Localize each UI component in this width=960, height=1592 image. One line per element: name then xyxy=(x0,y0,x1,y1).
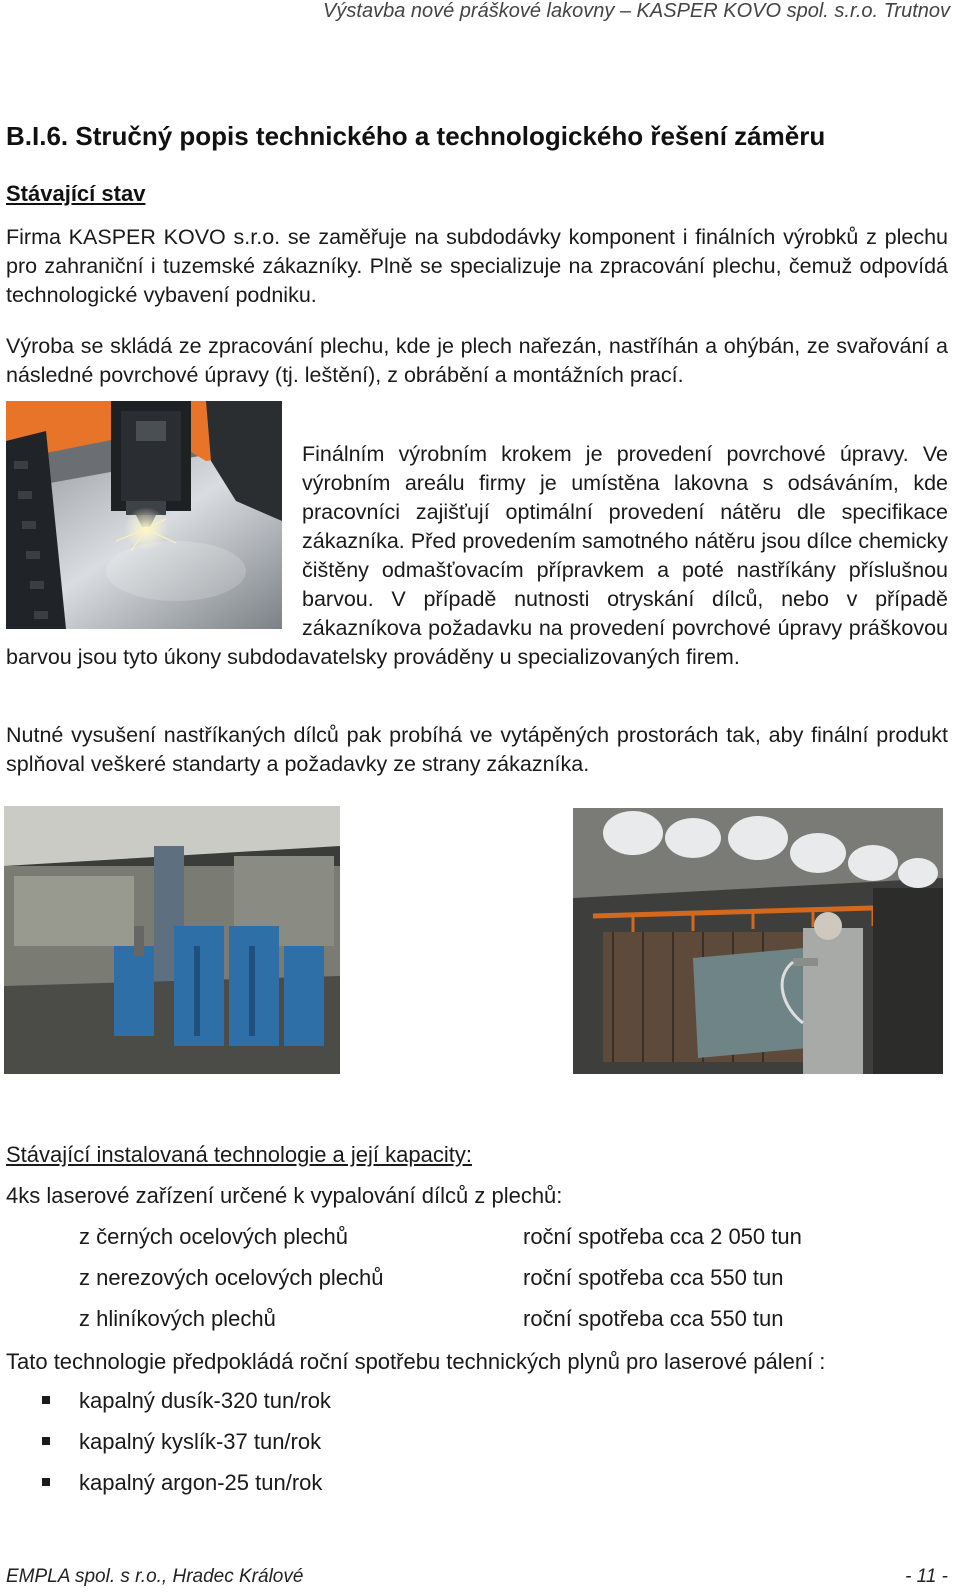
bullet-square-icon xyxy=(42,1478,50,1486)
bullet-square-icon xyxy=(42,1396,50,1404)
section-subheading: Stávající stav xyxy=(6,181,146,206)
consumption-row-3: roční spotřeba cca 550 tun xyxy=(523,1306,784,1331)
footer-page-number: - 11 - xyxy=(905,1566,948,1587)
laser-cutting-photo xyxy=(6,401,282,629)
consumption-row-2: roční spotřeba cca 550 tun xyxy=(523,1265,784,1290)
paragraph-drying: Nutné vysušení nastříkaných dílců pak probíhá ve vytápěných prostorách tak, aby finální produkt splňoval veškeré standarty a požadavky ze strany zákazníka. xyxy=(6,723,948,776)
consumption-row-1: roční spotřeba cca 2 050 tun xyxy=(523,1224,802,1249)
gas-list-item-argon: kapalný argon-25 tun/rok xyxy=(79,1470,323,1495)
paragraph-company-intro: Firma KASPER KOVO s.r.o. se zaměřuje na subdodávky komponent i finálních výrobků z plechu pro zahraniční i tuzemské zákazníky. Plně se specializuje na zpracování plechu, čemuž odpovídá technologické vybavení podniku. xyxy=(6,225,948,307)
paragraph-finishing-lead: Finálním výrobním krokem je provedení povrchové úpravy. Ve výrobním areálu firmy je umístěna lakovna s odsáváním, kde pracovníci zajišťují optimální provedení nátěru dle specifikace zákazníka. Před provedením samotného nátěru jsou dílce chemicky čištěny odmašťovacím přípravkem a poté nastříkány příslušnou barvou. V případě nutnosti otryskání dílců, nebo v případě zákazníkova požadavku na provedení povrchové úpravy práškovou barvou jsou tyto úkony subdodavatelsky prováděny u specializovaných firem. xyxy=(6,442,948,669)
section-heading: B.I.6. Stručný popis technického a technologického řešení záměru xyxy=(6,121,826,151)
material-row-2: z nerezových ocelových plechů xyxy=(79,1265,384,1290)
paint-booth-photo xyxy=(4,806,340,1074)
document-header-title: Výstavba nové práškové lakovny – KASPER KOVO spol. s.r.o. Trutnov xyxy=(323,0,950,22)
technology-lead: 4ks laserové zařízení určené k vypalování dílců z plechů: xyxy=(6,1183,563,1208)
gas-list-item-oxygen: kapalný kyslík-37 tun/rok xyxy=(79,1429,322,1454)
material-row-3: z hliníkových plechů xyxy=(79,1306,276,1331)
bullet-square-icon xyxy=(42,1437,50,1445)
paragraph-production: Výroba se skládá ze zpracování plechu, kde je plech nařezán, nastříhán a ohýbán, ze svařování a následné povrchové úpravy (tj. leštění), z obrábění a montážních prací. xyxy=(6,334,948,387)
technology-heading: Stávající instalovaná technologie a její kapacity: xyxy=(6,1142,472,1167)
material-row-1: z černých ocelových plechů xyxy=(79,1224,349,1249)
footer-company: EMPLA spol. s r.o., Hradec Králové xyxy=(6,1566,304,1587)
paragraph-finishing-block xyxy=(6,397,948,672)
gas-consumption-lead: Tato technologie předpokládá roční spotřebu technických plynů pro laserové pálení : xyxy=(6,1349,826,1374)
paragraph-production-block xyxy=(6,332,948,390)
gas-list-item-nitrogen: kapalný dusík-320 tun/rok xyxy=(79,1388,331,1413)
painter-at-work-photo xyxy=(573,808,943,1074)
